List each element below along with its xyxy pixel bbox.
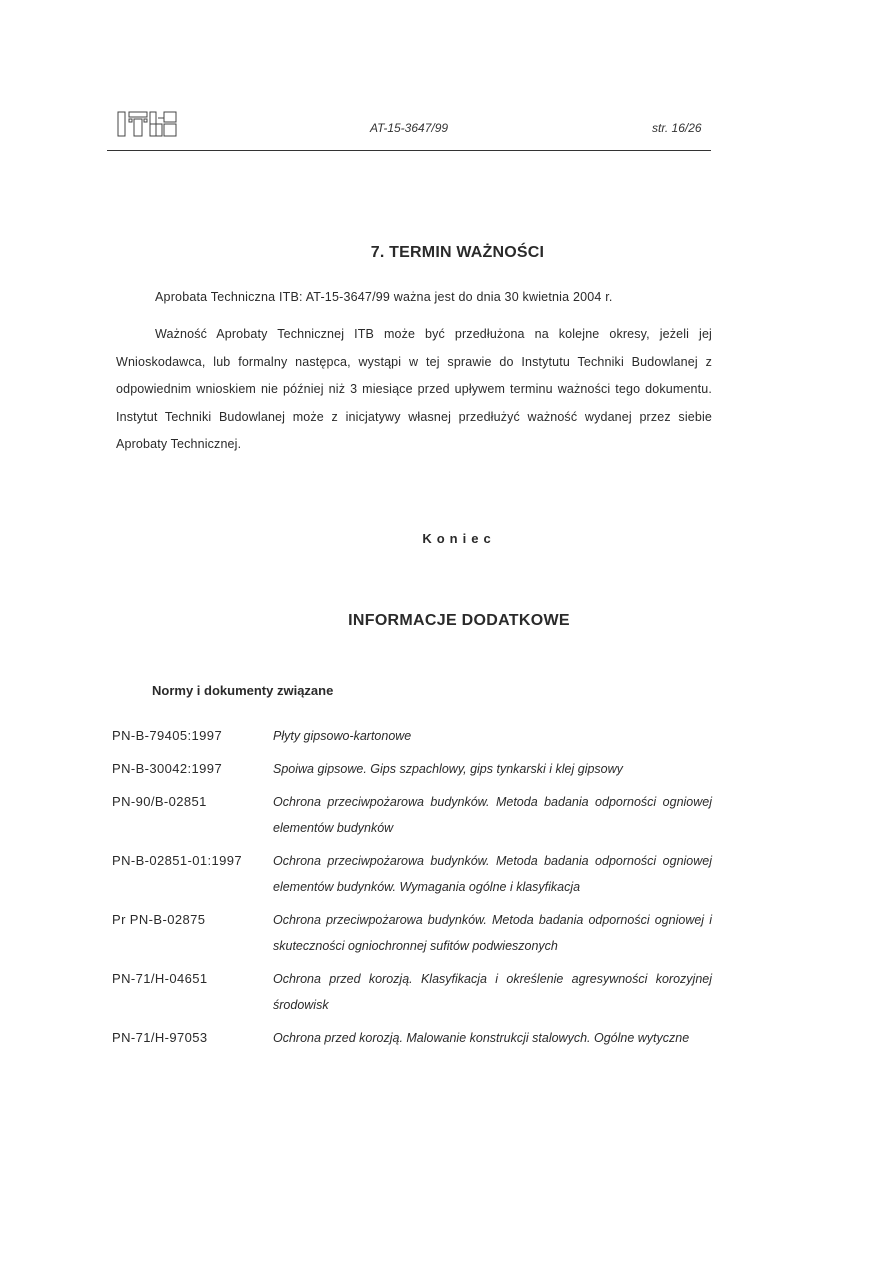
list-item (112, 907, 712, 959)
header-doc-number: AT-15-3647/99 (370, 121, 449, 135)
norm-code: PN-B-79405:1997 (112, 728, 223, 743)
norm-description: Ochrona przeciwpożarowa budynków. Metoda badania odporności ogniowej elementów budynków (273, 795, 712, 835)
norm-code: PN-90/B-02851 (112, 794, 207, 809)
norm-code: PN-71/H-04651 (112, 971, 208, 986)
header-page-number: str. 16/26 (652, 121, 702, 135)
norm-description: Ochrona przed korozją. Malowanie konstrukcji stalowych. Ogólne wytyczne (273, 1031, 690, 1045)
list-item (112, 966, 712, 1018)
list-item (112, 789, 712, 841)
itb-logo (116, 110, 196, 138)
norm-code: PN-B-30042:1997 (112, 761, 223, 776)
extension-paragraph: Ważność Aprobaty Technicznej ITB może być przedłużona na kolejne okresy, jeżeli jej Wnioskodawca, lub formalny następca, wystąpi w tej sprawie do Instytutu Techniki Budowlanej z odpowiednim wnioskiem nie później niż 3 miesiące przed upływem terminu ważności tego dokumentu. Instytut Techniki Budowlanej może z inicjatywy własnej przedłużyć ważność wydanej przez siebie Aprobaty Technicznej. (116, 327, 712, 451)
header-rule (107, 150, 711, 151)
norm-description: Płyty gipsowo-kartonowe (273, 729, 412, 743)
itb-logo-icon (116, 110, 196, 138)
end-marker: Koniec (422, 531, 496, 546)
validity-paragraph: Aprobata Techniczna ITB: AT-15-3647/99 ważna jest do dnia 30 kwietnia 2004 r. (155, 290, 613, 304)
norm-description: Ochrona przeciwpożarowa budynków. Metoda badania odporności ogniowej i skuteczności ogniochronnej sufitów podwieszonych (273, 913, 712, 953)
norm-code: PN-B-02851-01:1997 (112, 853, 243, 868)
additional-info-title: INFORMACJE DODATKOWE (348, 612, 570, 629)
norm-description: Ochrona przed korozją. Klasyfikacja i określenie agresywności korozyjnej środowisk (273, 972, 712, 1012)
list-item (112, 1025, 712, 1051)
norms-list (112, 723, 712, 1058)
norm-code: Pr PN-B-02875 (112, 912, 206, 927)
norm-description: Ochrona przeciwpożarowa budynków. Metoda badania odporności ogniowej elementów budynków. Wymagania ogólne i klasyfikacja (273, 854, 712, 894)
list-item (112, 848, 712, 900)
section-title: 7. TERMIN WAŻNOŚCI (370, 244, 545, 261)
norm-description: Spoiwa gipsowe. Gips szpachlowy, gips tynkarski i klej gipsowy (273, 762, 623, 776)
list-item (112, 756, 712, 782)
norms-heading: Normy i dokumenty związane (152, 683, 334, 698)
list-item (112, 723, 712, 749)
norm-code: PN-71/H-97053 (112, 1030, 208, 1045)
